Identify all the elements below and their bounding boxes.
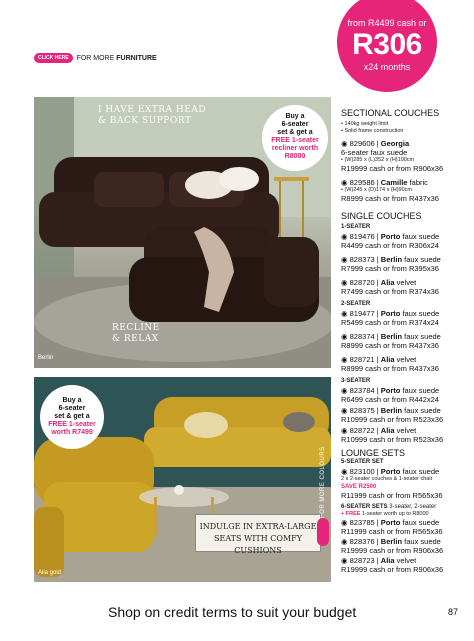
click-here-pill[interactable]: CLICK HERE xyxy=(34,53,73,63)
six-seater-free-note: + FREE 1-seater worth up to R8000 xyxy=(341,511,429,517)
handwrite-head-support: I HAVE EXTRA HEAD & BACK SUPPORT xyxy=(98,105,206,126)
berlin-photo xyxy=(34,97,331,368)
subhead-3-seater: 3-SEATER xyxy=(341,378,371,384)
product-alia-2: ◉ 828721 | Alia velvet R8999 cash or from R437x36 xyxy=(341,355,439,373)
product-alia-1: ◉ 828720 | Alia velvet R7499 cash or from R374x36 xyxy=(341,278,439,296)
product-georgia: ◉ 829606 | Georgia 6-seater faux suede • (W)285 x (L)352 x (H)100cm R19999 cash or from R906x36 xyxy=(341,139,444,173)
product-porto-3: ◉ 823784 | Porto faux suede R6499 cash or from R442x24 xyxy=(341,386,440,404)
badge-amount: R306 xyxy=(352,28,422,61)
product-berlin-1: ◉ 828373 | Berlin faux suede R7999 cash or from R395x36 xyxy=(341,255,441,273)
section-title-lounge: LOUNGE SETS xyxy=(341,448,406,458)
bullet-frame: • Solid frame construction xyxy=(341,128,404,134)
click-strip-text: FOR MORE FURNITURE xyxy=(76,54,157,62)
indulge-line-1: INDULGE IN EXTRA-LARGE xyxy=(199,522,317,531)
photo-caption-alia: Alia gold xyxy=(38,570,62,576)
product-porto-2: ◉ 819477 | Porto faux suede R5499 cash or from R374x24 xyxy=(341,309,440,327)
indulge-line-2: SEATS WITH COMFY CUSHIONS xyxy=(214,534,302,555)
more-colours-text: FOR MORE COLOURS xyxy=(320,446,326,518)
badge-months: x24 months xyxy=(363,62,411,72)
more-colours-tab[interactable] xyxy=(316,430,330,580)
product-porto-6-set: ◉ 823785 | Porto faux suede R11999 cash or from R565x36 xyxy=(341,518,443,536)
section-title-sectional: SECTIONAL COUCHES xyxy=(341,108,440,118)
section-title-single: SINGLE COUCHES xyxy=(341,211,422,221)
product-berlin-2: ◉ 828374 | Berlin faux suede R8999 cash or from R437x36 xyxy=(341,332,441,350)
subhead-1-seater: 1-SEATER xyxy=(341,224,371,230)
product-berlin-3: ◉ 828375 | Berlin faux suede R10999 cash or from R523x36 xyxy=(341,406,444,424)
price-badge xyxy=(337,0,437,92)
indulge-caption-box xyxy=(195,514,321,555)
handwrite-recline-relax: RECLINE & RELAX xyxy=(112,323,160,344)
click-more-furniture-link[interactable] xyxy=(34,53,157,63)
product-camille: ◉ 829586 | Camille fabric • (W)245 x (D)174 x (H)90cm R8999 cash or from R437x36 xyxy=(341,178,439,203)
footer-tagline: Shop on credit terms to suit your budget xyxy=(108,604,357,620)
page-number: 87 xyxy=(448,607,459,617)
subhead-5-seater-set: 5-SEATER SET xyxy=(341,459,384,465)
promo-circle-alia: Buy a 6-seater set & get a FREE 1-seater worth R7499 xyxy=(40,385,104,449)
product-porto-1: ◉ 819476 | Porto faux suede R4499 cash or from R306x24 xyxy=(341,232,440,250)
badge-from-text: from R4499 cash or xyxy=(347,18,427,28)
product-alia-6-set: ◉ 828723 | Alia velvet R19999 cash or from R906x36 xyxy=(341,556,444,574)
subhead-6-seater-sets: 6-SEATER SETS 3-seater, 2-seater xyxy=(341,504,437,510)
more-colours-click-pill[interactable] xyxy=(317,518,329,546)
photo-caption-berlin: Berlin xyxy=(38,355,54,361)
promo-circle-berlin: Buy a 6-seater set & get a FREE 1-seater recliner worth R8000 xyxy=(262,105,328,171)
product-alia-3: ◉ 828722 | Alia velvet R10999 cash or from R523x36 xyxy=(341,426,444,444)
bullet-weight: • 140kg weight limit xyxy=(341,121,389,127)
subhead-2-seater: 2-SEATER xyxy=(341,301,371,307)
product-berlin-6-set: ◉ 828376 | Berlin faux suede R19999 cash or from R906x36 xyxy=(341,537,444,555)
product-porto-5-set: ◉ 823100 | Porto faux suede 2 x 2-seater couches & 1-seater chair SAVE R2500 R11999 cash or from R565x36 xyxy=(341,467,443,500)
product-list-column xyxy=(341,108,473,574)
